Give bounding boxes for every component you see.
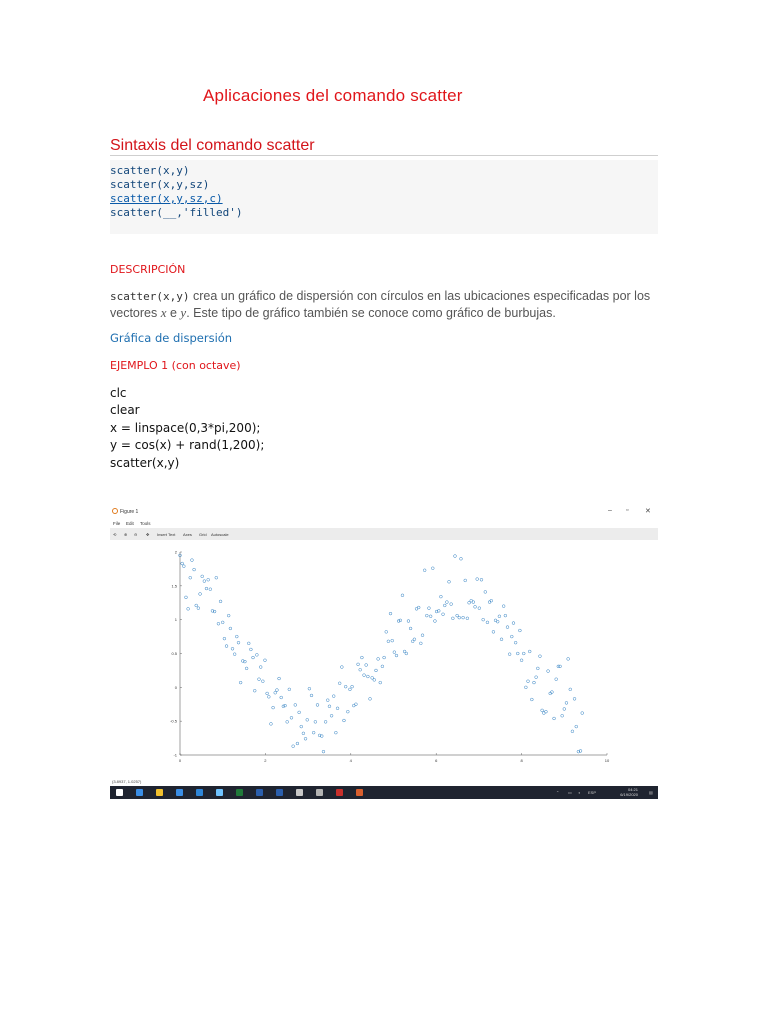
scatter-point xyxy=(571,730,574,733)
pan-icon[interactable]: ✥ xyxy=(146,532,150,537)
figure-titlebar xyxy=(110,505,658,518)
excel-icon[interactable] xyxy=(236,789,243,796)
scatter-point xyxy=(498,615,501,618)
scatter-point xyxy=(387,640,390,643)
x-tick-label: 2 xyxy=(264,758,267,763)
scatter-point xyxy=(294,704,297,707)
scatter-point xyxy=(434,620,437,623)
scatter-point xyxy=(381,665,384,668)
scatter-point xyxy=(527,680,530,683)
scatter-point xyxy=(439,595,442,598)
scatter-link[interactable]: Gráfica de dispersión xyxy=(110,331,233,345)
scatter-point xyxy=(480,578,483,581)
scatter-point xyxy=(474,605,477,608)
scatter-point xyxy=(328,705,331,708)
windows-start-icon[interactable] xyxy=(116,789,123,796)
scatter-point xyxy=(292,745,295,748)
scatter-point xyxy=(330,714,333,717)
scatter-point xyxy=(215,576,218,579)
scatter-point xyxy=(221,621,224,624)
scatter-point xyxy=(276,689,279,692)
scatter-point xyxy=(413,638,416,641)
scatter-point xyxy=(267,695,270,698)
scatter-point xyxy=(304,737,307,740)
scatter-point xyxy=(445,601,448,604)
scatter-point xyxy=(539,655,542,658)
y-tick-label: 1.5 xyxy=(171,583,177,589)
scatter-point xyxy=(442,613,445,616)
scatter-point xyxy=(450,603,453,606)
scatter-point xyxy=(508,653,511,656)
scatter-point xyxy=(535,676,538,679)
scatter-point xyxy=(522,652,525,655)
scatter-point xyxy=(334,731,337,734)
insert-text-button[interactable]: Insert Text xyxy=(157,532,176,537)
scatter-point xyxy=(464,579,467,582)
scatter-point xyxy=(349,688,352,691)
scatter-point xyxy=(274,691,277,694)
scatter-point xyxy=(338,682,341,685)
scatter-point xyxy=(185,596,188,599)
scatter-point xyxy=(361,656,364,659)
menu-tools[interactable]: Tools xyxy=(140,521,151,526)
scatter-point xyxy=(336,707,339,710)
minimize-button[interactable]: – xyxy=(608,507,612,514)
scatter-point xyxy=(431,567,434,570)
scatter-point xyxy=(567,658,570,661)
syntax-heading: Sintaxis del comando scatter xyxy=(110,137,315,154)
octave-icon[interactable] xyxy=(356,789,363,796)
figure-screenshot xyxy=(110,505,658,799)
scatter-point xyxy=(237,641,240,644)
notifications-icon[interactable]: ▤ xyxy=(649,790,653,795)
scatter-point xyxy=(373,678,376,681)
scatter-point xyxy=(454,555,457,558)
scatter-point xyxy=(419,642,422,645)
scatter-point xyxy=(451,617,454,620)
scatter-point xyxy=(375,669,378,672)
description-text: e xyxy=(166,306,181,320)
syntax-line: scatter(__,'filled') xyxy=(110,206,243,219)
scatter-point xyxy=(555,678,558,681)
scatter-point xyxy=(506,626,509,629)
scatter-point xyxy=(528,650,531,653)
chevron-up-icon[interactable]: ⌃ xyxy=(556,790,560,795)
scatter-point xyxy=(310,694,313,697)
scatter-point xyxy=(322,750,325,753)
scatter-point xyxy=(466,617,469,620)
scatter-point xyxy=(346,710,349,713)
store-icon[interactable] xyxy=(196,789,203,796)
scatter-point xyxy=(363,674,366,677)
scatter-point xyxy=(308,687,311,690)
description-text: . Este tipo de gráfico también se conoce como gráfico de burbujas. xyxy=(186,306,556,320)
example-code-line: scatter(x,y) xyxy=(110,456,180,470)
scatter-point xyxy=(565,701,568,704)
scatter-point xyxy=(195,604,198,607)
scatter-point xyxy=(545,710,548,713)
scatter-point xyxy=(399,619,402,622)
scatter-point xyxy=(484,591,487,594)
scatter-point xyxy=(201,575,204,578)
example-heading: EJEMPLO 1 (con octave) xyxy=(110,359,241,372)
y-tick-label: -1 xyxy=(173,752,177,758)
scatter-point xyxy=(270,722,273,725)
scatter-point xyxy=(300,725,303,728)
description-text: crea un gráfico de dispersión con círculos en las ubicaciones especificadas por los vectores xyxy=(110,289,651,320)
example-code-line: clear xyxy=(110,403,140,417)
axes-button[interactable]: Axes xyxy=(183,532,192,537)
scatter-point xyxy=(253,689,256,692)
scatter-point xyxy=(563,708,566,711)
scatter-point xyxy=(476,578,479,581)
scatter-point xyxy=(357,663,360,666)
scatter-point xyxy=(369,697,372,700)
description-paragraph xyxy=(110,288,670,321)
scatter-point xyxy=(492,630,495,633)
scatter-point xyxy=(255,653,258,656)
plot-area xyxy=(110,540,658,776)
scatter-point xyxy=(245,667,248,670)
x-tick-label: 4 xyxy=(349,758,352,763)
word-icon[interactable] xyxy=(256,789,263,796)
scatter-point xyxy=(405,652,408,655)
rotate-icon[interactable]: ⟲ xyxy=(113,532,117,537)
y-tick-label: 2 xyxy=(174,549,177,555)
scatter-point xyxy=(383,656,386,659)
scatter-point xyxy=(486,621,489,624)
scatter-point xyxy=(502,605,505,608)
y-tick-label: -0.5 xyxy=(170,718,177,724)
zoom-out-icon[interactable]: ⊖ xyxy=(134,532,138,537)
scatter-point xyxy=(533,681,536,684)
scatter-point xyxy=(272,706,275,709)
volume-icon[interactable]: ◖ xyxy=(578,790,581,795)
x-tick-label: 10 xyxy=(604,758,610,763)
scatter-point xyxy=(514,641,517,644)
scatter-point xyxy=(290,716,293,719)
scatter-point xyxy=(302,732,305,735)
scatter-point xyxy=(541,709,544,712)
scatter-point xyxy=(397,620,400,623)
scatter-point xyxy=(389,612,392,615)
scatter-point xyxy=(536,667,539,670)
scatter-point xyxy=(231,647,234,650)
taskbar-language[interactable]: ESP xyxy=(588,790,597,795)
scatter-point xyxy=(181,562,184,565)
scatter-point xyxy=(182,565,185,568)
scatter-point xyxy=(316,704,319,707)
scatter-point xyxy=(312,731,315,734)
scatter-point xyxy=(401,594,404,597)
example-code-line: clc xyxy=(110,386,127,400)
scatter-point xyxy=(575,725,578,728)
scatter-point xyxy=(217,622,220,625)
menu-file[interactable]: File xyxy=(113,521,121,526)
figure-title: Figure 1 xyxy=(120,509,139,515)
x-tick-label: 0 xyxy=(178,758,182,763)
app-icon[interactable] xyxy=(316,789,323,796)
scatter-point xyxy=(247,642,250,645)
scatter-point xyxy=(340,666,343,669)
scatter-point xyxy=(326,699,329,702)
scatter-point xyxy=(512,622,515,625)
scatter-point xyxy=(229,627,232,630)
scatter-point xyxy=(324,720,327,723)
scatter-point xyxy=(223,637,226,640)
scatter-point xyxy=(423,569,426,572)
scatter-point xyxy=(407,620,410,623)
scatter-point xyxy=(395,654,398,657)
edge-icon[interactable] xyxy=(176,789,183,796)
taskbar-time: 04:21 xyxy=(627,787,638,792)
zoom-icon[interactable]: ⊕ xyxy=(124,532,128,537)
scatter-point xyxy=(239,681,242,684)
scatter-point xyxy=(225,645,228,648)
example-code-line: x = linspace(0,3*pi,200); xyxy=(110,421,261,435)
example-code-line: y = cos(x) + rand(1,200); xyxy=(110,438,265,452)
scatter-point xyxy=(518,629,521,632)
octave-logo-icon xyxy=(112,508,118,514)
grid-button[interactable]: Grid xyxy=(199,532,207,537)
scatter-point xyxy=(233,653,236,656)
y-tick-label: 0.5 xyxy=(171,651,177,656)
var-x: x xyxy=(160,305,167,320)
scatter-point xyxy=(573,697,576,700)
scatter-point xyxy=(448,580,451,583)
scatter-chart xyxy=(110,540,658,776)
taskbar-clock[interactable] xyxy=(620,787,638,797)
autoscale-button[interactable]: Autoscale xyxy=(211,532,229,537)
var-y: y xyxy=(180,305,187,320)
scatter-point xyxy=(314,720,317,723)
scatter-point xyxy=(227,614,230,617)
y-tick-label: 1 xyxy=(174,617,177,623)
close-button[interactable]: ✕ xyxy=(645,508,651,515)
scatter-point xyxy=(264,659,267,662)
scatter-point xyxy=(219,600,222,603)
task-view-icon[interactable] xyxy=(156,789,163,796)
scatter-point xyxy=(458,616,461,619)
heading-rule xyxy=(110,155,658,156)
scatter-point xyxy=(559,665,562,668)
figure-menubar xyxy=(110,518,658,528)
x-tick-label: 6 xyxy=(435,758,438,763)
scatter-point xyxy=(259,666,262,669)
scatter-point xyxy=(524,686,527,689)
syntax-link[interactable]: scatter(x,y,sz,c) xyxy=(110,192,223,205)
scatter-point xyxy=(561,714,564,717)
scatter-point xyxy=(266,692,269,695)
description-code: scatter(x,y) xyxy=(110,290,190,303)
maximize-button[interactable]: ▫ xyxy=(626,507,629,514)
scatter-point xyxy=(429,615,432,618)
scatter-point xyxy=(249,648,252,651)
scatter-point xyxy=(359,668,362,671)
scatter-point xyxy=(520,659,523,662)
y-tick-label: 0 xyxy=(174,684,177,690)
menu-edit[interactable]: Edit xyxy=(126,521,134,526)
scatter-point xyxy=(377,658,380,661)
scatter-point xyxy=(365,664,368,667)
scatter-point xyxy=(443,604,446,607)
scatter-point xyxy=(409,627,412,630)
scatter-point xyxy=(460,557,463,560)
scatter-point xyxy=(258,678,261,681)
scatter-point xyxy=(385,630,388,633)
scatter-point xyxy=(500,638,503,641)
mail-icon[interactable] xyxy=(216,789,223,796)
scatter-point xyxy=(355,703,358,706)
scatter-point xyxy=(496,620,499,623)
status-bar xyxy=(110,776,658,786)
scatter-point xyxy=(428,607,431,610)
scatter-point xyxy=(569,688,572,691)
scatter-point xyxy=(504,614,507,617)
chrome-icon[interactable] xyxy=(296,789,303,796)
scatter-point xyxy=(343,719,346,722)
scatter-point xyxy=(553,717,556,720)
scatter-point xyxy=(306,718,309,721)
scatter-point xyxy=(332,695,335,698)
scatter-point xyxy=(344,685,347,688)
scatter-point xyxy=(547,670,550,673)
scatter-point xyxy=(516,652,519,655)
scatter-point xyxy=(191,559,194,562)
syntax-line: scatter(x,y) xyxy=(110,164,190,177)
scatter-point xyxy=(351,685,354,688)
page-title: Aplicaciones del comando scatter xyxy=(203,86,463,105)
scatter-point xyxy=(261,680,264,683)
scatter-point xyxy=(199,593,202,596)
scatter-point xyxy=(205,587,208,590)
scatter-point xyxy=(203,580,206,583)
scatter-point xyxy=(425,614,428,617)
scatter-point xyxy=(379,681,382,684)
scatter-point xyxy=(417,606,420,609)
scatter-point xyxy=(472,601,475,604)
scatter-point xyxy=(581,712,584,715)
figure-toolbar xyxy=(110,528,658,540)
scatter-point xyxy=(207,578,210,581)
scatter-point xyxy=(421,634,424,637)
scatter-point xyxy=(278,677,281,680)
cursor-coordinates: (3.8937, 1.0257) xyxy=(112,779,142,784)
scatter-point xyxy=(282,705,285,708)
scatter-point xyxy=(393,651,396,654)
scatter-point xyxy=(510,635,513,638)
x-tick-label: 8 xyxy=(520,758,523,763)
scatter-point xyxy=(209,588,212,591)
scatter-point xyxy=(187,607,190,610)
scatter-point xyxy=(366,675,369,678)
taskbar-date: 6/19/2020 xyxy=(620,792,638,797)
scatter-point xyxy=(189,576,192,579)
scatter-point xyxy=(391,639,394,642)
scatter-point xyxy=(288,688,291,691)
scatter-point xyxy=(193,568,196,571)
network-icon[interactable]: ▭ xyxy=(568,790,572,795)
windows-taskbar xyxy=(110,786,658,799)
scatter-point xyxy=(296,742,299,745)
scatter-point xyxy=(235,635,238,638)
scatter-point xyxy=(482,618,485,621)
word-icon[interactable] xyxy=(276,789,283,796)
scatter-point xyxy=(280,696,283,699)
description-heading: DESCRIPCIÓN xyxy=(110,263,186,276)
scatter-point xyxy=(462,616,465,619)
search-icon[interactable] xyxy=(136,789,143,796)
scatter-point xyxy=(252,656,255,659)
scatter-point xyxy=(197,607,200,610)
scatter-point xyxy=(298,711,301,714)
scatter-point xyxy=(284,704,287,707)
acrobat-icon[interactable] xyxy=(336,789,343,796)
scatter-point xyxy=(478,607,481,610)
syntax-line: scatter(x,y,sz) xyxy=(110,178,210,191)
scatter-point xyxy=(286,720,289,723)
scatter-point xyxy=(530,698,533,701)
